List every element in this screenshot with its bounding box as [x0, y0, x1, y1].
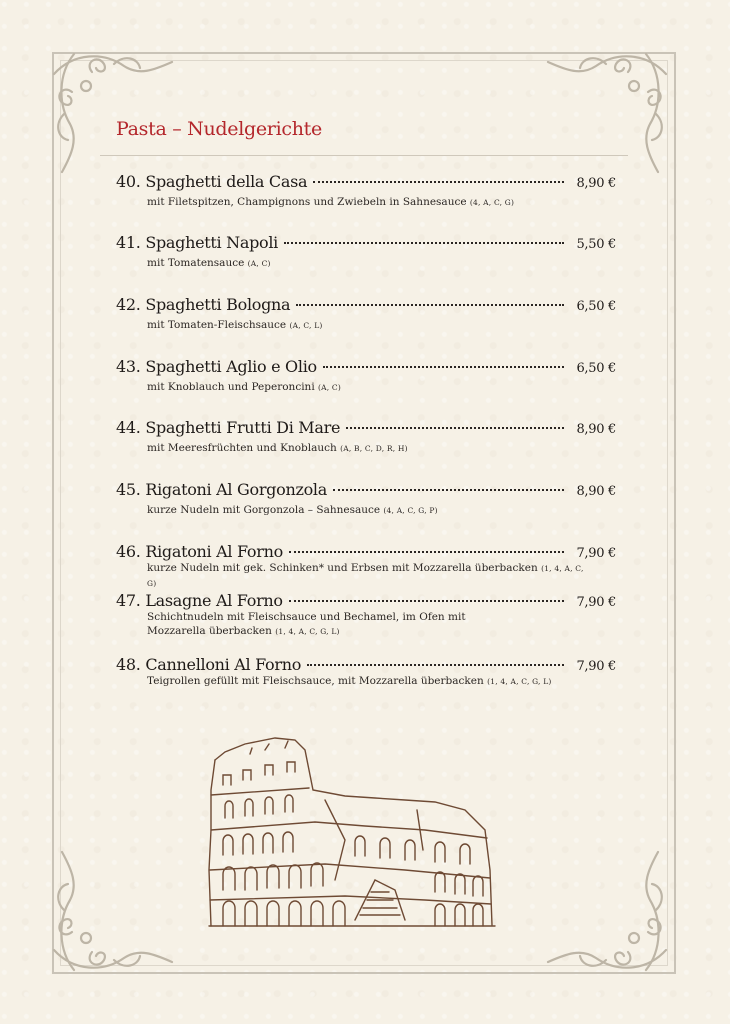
item-description [147, 380, 527, 395]
corner-ornament-icon [44, 840, 184, 980]
menu-item [116, 295, 616, 333]
title-divider [100, 155, 628, 156]
item-name: 45. Rigatoni Al Gorgonzola [116, 480, 327, 499]
item-desc-text: kurze Nudeln mit gek. Schinken* und Erbsen mit Mozzarella überbacken [147, 562, 538, 574]
corner-ornament-icon [536, 840, 676, 980]
item-allergens: (4, A, C, G) [469, 198, 515, 207]
item-desc-text: kurze Nudeln mit Gorgonzola – Sahnesauce [147, 504, 381, 516]
item-price: 5,50 € [576, 237, 616, 252]
colosseum-illustration-icon [205, 730, 505, 930]
dot-leader [313, 181, 564, 183]
item-description [147, 674, 567, 689]
item-allergens: (A, B, C, D, R, H) [340, 444, 408, 453]
item-description [147, 256, 527, 271]
item-desc-text: mit Knoblauch und Peperoncini [147, 381, 315, 393]
item-price: 8,90 € [576, 422, 616, 437]
dot-leader [333, 489, 564, 491]
item-price: 7,90 € [576, 595, 616, 610]
item-allergens: (1, 4, A, C, G) [147, 564, 584, 588]
item-name: 40. Spaghetti della Casa [116, 172, 308, 191]
item-allergens: (A, C) [247, 259, 271, 268]
item-desc-text: mit Filetspitzen, Champignons und Zwiebeln in Sahnesauce [147, 196, 467, 208]
item-name: 42. Spaghetti Bologna [116, 295, 291, 314]
menu-item [116, 480, 616, 518]
item-desc-text: Schichtnudeln mit Fleischsauce und Bechamel, im Ofen mit Mozzarella überbacken [147, 611, 466, 637]
dot-leader [307, 664, 564, 666]
menu-item [116, 591, 616, 639]
item-name: 47. Lasagne Al Forno [116, 591, 283, 610]
item-allergens: (1, 4, A, C, G, L) [275, 627, 340, 636]
corner-ornament-icon [44, 44, 184, 184]
menu-item [116, 172, 616, 210]
item-name: 46. Rigatoni Al Forno [116, 542, 283, 561]
item-allergens: (4, A, C, G, P) [383, 506, 438, 515]
item-desc-text: Teigrollen gefüllt mit Fleischsauce, mit Mozzarella überbacken [147, 675, 484, 687]
dot-leader [284, 242, 564, 244]
corner-ornament-icon [536, 44, 676, 184]
item-desc-text: mit Tomaten-Fleischsauce [147, 319, 287, 331]
item-description [147, 561, 587, 591]
item-name: 44. Spaghetti Frutti Di Mare [116, 418, 341, 437]
item-name: 43. Spaghetti Aglio e Olio [116, 357, 317, 376]
item-description [147, 195, 527, 210]
menu-item [116, 542, 616, 591]
item-price: 7,90 € [576, 659, 616, 674]
item-price: 7,90 € [576, 546, 616, 561]
dot-leader [296, 304, 564, 306]
dot-leader [346, 427, 564, 429]
item-price: 8,90 € [576, 484, 616, 499]
item-desc-text: mit Tomatensauce [147, 257, 245, 269]
menu-item [116, 655, 616, 689]
menu-item [116, 357, 616, 395]
item-price: 6,50 € [576, 299, 616, 314]
item-price: 6,50 € [576, 361, 616, 376]
menu-item [116, 233, 616, 271]
dot-leader [323, 366, 565, 368]
dot-leader [289, 600, 565, 602]
item-desc-text: mit Meeresfrüchten und Knoblauch [147, 442, 337, 454]
item-allergens: (A, C, L) [289, 321, 323, 330]
item-name: 41. Spaghetti Napoli [116, 233, 279, 252]
item-description [147, 503, 527, 518]
item-description [147, 610, 507, 639]
dot-leader [289, 551, 564, 553]
menu-item [116, 418, 616, 456]
item-description [147, 318, 527, 333]
item-price: 8,90 € [576, 176, 616, 191]
item-description [147, 441, 527, 456]
item-allergens: (A, C) [318, 383, 341, 392]
item-allergens: (1, 4, A, C, G, L) [487, 677, 552, 686]
item-name: 48. Cannelloni Al Forno [116, 655, 302, 674]
section-title: Pasta – Nudelgerichte [116, 118, 322, 140]
